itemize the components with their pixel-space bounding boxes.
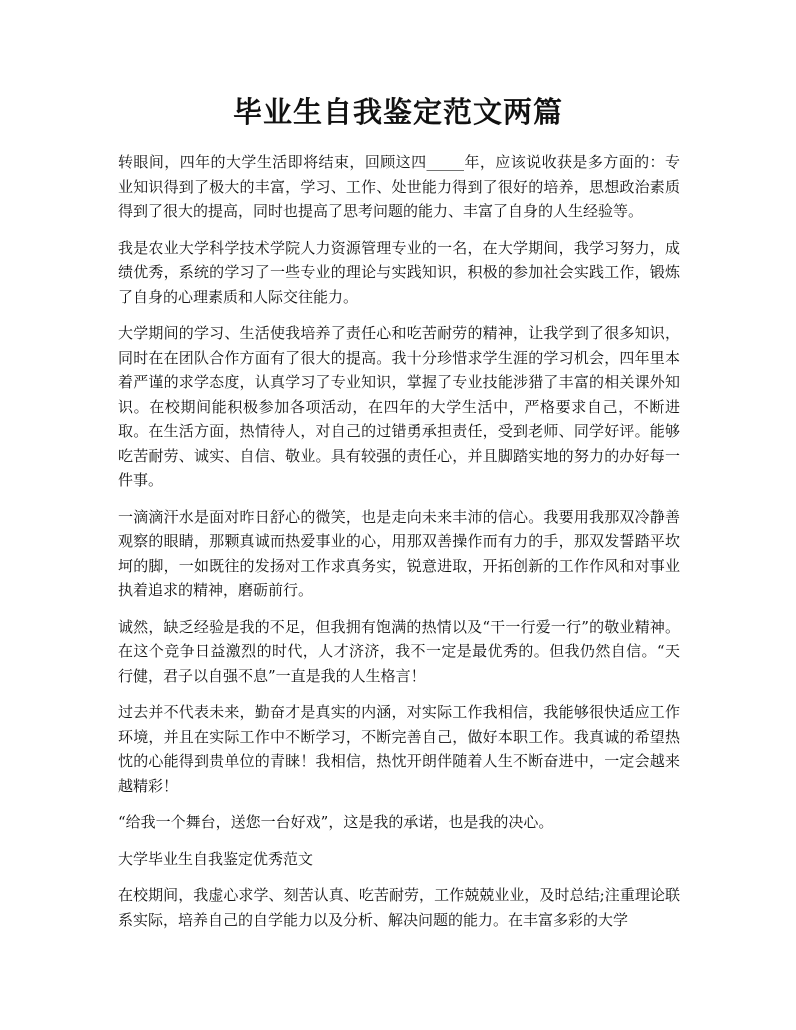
paragraph-3: 大学期间的学习、生活使我培养了责任心和吃苦耐劳的精神，让我学到了很多知识，同时在在团队合作方面有了很大的提高。我十分珍惜求学生涯的学习机会，四年里本着严谨的求学态度，认真学习了专业知识，掌握了专业技能涉猎了丰富的相关课外知识。在校期间能积极参加各项活动，在四年的大学生活中，严格要求自己，不断进取。在生活方面，热情待人，对自己的过错勇承担责任，受到老师、同学好评。能够吃苦耐劳、诚实、自信、敬业。具有较强的责任心，并且脚踏实地的努力的办好每一件事。 xyxy=(118,324,680,489)
paragraph-1: 转眼间，四年的大学生活即将结束，回顾这四_____年，应该说收获是多方面的：专业知识得到了极大的丰富，学习、工作、处世能力得到了很好的培养，思想政治素质得到了很大的提高，同时也提高了思考问题的能力、丰富了自身的人生经验等。 xyxy=(118,153,680,220)
paragraph-2: 我是农业大学科学技术学院人力资源管理专业的一名，在大学期间，我学习努力，成绩优秀，系统的学习了一些专业的理论与实践知识，积极的参加社会实践工作，锻炼了自身的心理素质和人际交往能力。 xyxy=(118,238,680,306)
paragraph-4: 一滴滴汗水是面对昨日舒心的微笑，也是走向未来丰沛的信心。我要用我那双冷静善观察的眼睛，那颗真诚而热爱事业的心，用那双善操作而有力的手，那双发誓踏平坎坷的脚，一如既往的发扬对工作求真务实，锐意进取，开拓创新的工作作风和对事业执着追求的精神，磨砺前行。 xyxy=(118,507,680,599)
paragraph-6: 过去并不代表未来，勤奋才是真实的内涵，对实际工作我相信，我能够很快适应工作环境，并且在实际工作中不断学习，不断完善自己，做好本职工作。我真诚的希望热忱的心能得到贵单位的青睐！我相信，热忱开朗伴随着人生不断奋进中，一定会越来越精彩！ xyxy=(118,703,680,795)
paragraph-7: “给我一个舞台，送您一台好戏”，这是我的承诺，也是我的决心。 xyxy=(118,813,554,831)
section-subheading: 大学毕业生自我鉴定优秀范文 xyxy=(118,849,314,868)
document-title: 毕业生自我鉴定范文两篇 xyxy=(232,95,563,129)
document-body xyxy=(118,150,680,944)
paragraph-8: 在校期间，我虚心求学、刻苦认真、吃苦耐劳，工作兢兢业业，及时总结;注重理论联系实际，培养自己的自学能力以及分析、解决问题的能力。在丰富多彩的大学 xyxy=(118,886,680,929)
paragraph-5: 诚然，缺乏经验是我的不足，但我拥有饱满的热情以及“干一行爱一行”的敬业精神。在这个竞争日益激烈的时代，人才济济，我不一定是最优秀的。但我仍然自信。“天行健，君子以自强不息”一直是我的人生格言！ xyxy=(118,617,680,685)
